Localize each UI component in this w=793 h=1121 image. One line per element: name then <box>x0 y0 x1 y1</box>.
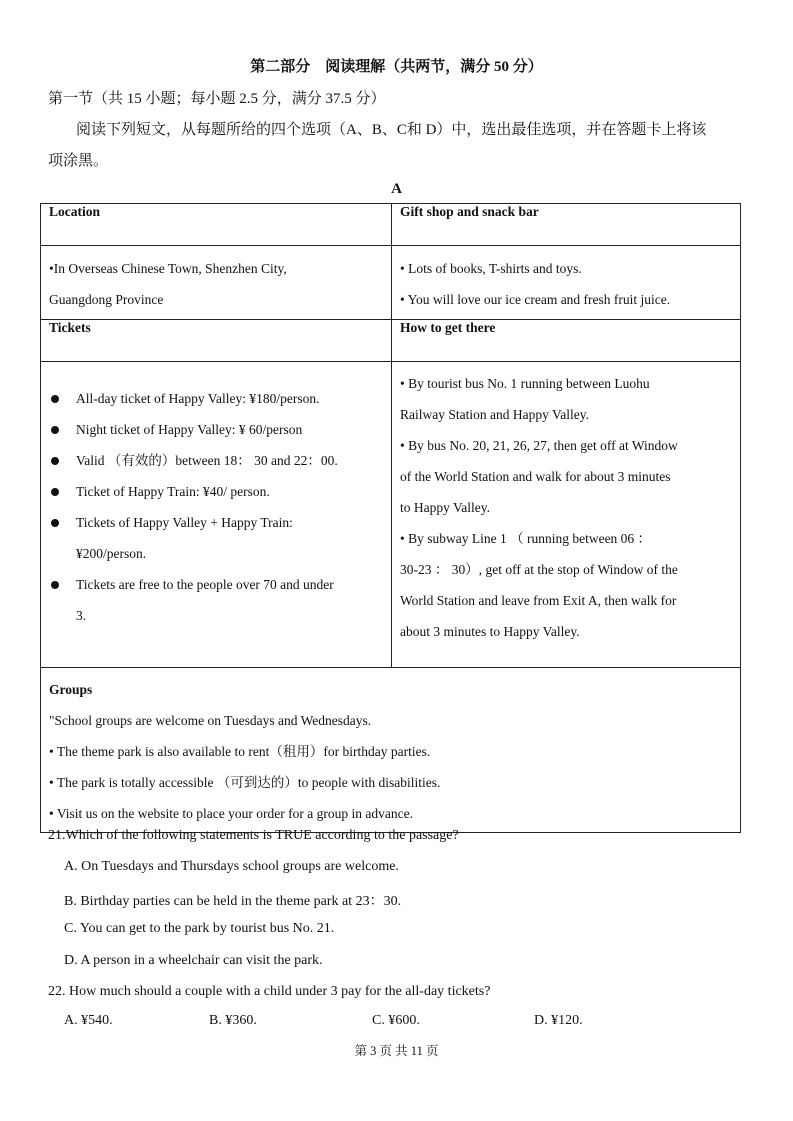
question-21-option-d: D. A person in a wheelchair can visit the park. <box>64 953 323 968</box>
ticket-item: Valid （有效的）between 18： 30 and 22：00. <box>49 445 383 476</box>
tickets-heading: Tickets <box>41 320 392 362</box>
ticket-item: Tickets of Happy Valley + Happy Train: <box>49 507 383 538</box>
question-22-options <box>64 1013 764 1035</box>
location-heading: Location <box>41 204 392 246</box>
question-22-option-d: D. ¥120. <box>534 1013 583 1028</box>
question-21-option-a: A. On Tuesdays and Thursdays school groups are welcome. <box>64 859 399 874</box>
gift-shop-cell <box>392 246 741 320</box>
section-title: 第二部分 阅读理解（共两节，满分 50 分） <box>250 59 543 75</box>
groups-line: • The park is totally accessible （可到达的）to people with disabilities. <box>49 775 441 790</box>
how-to-get-line: • By tourist bus No. 1 running between Luohu <box>400 376 650 391</box>
how-to-get-line: 30-23 ： 30）, get off at the stop of Window of the <box>400 562 678 577</box>
how-to-get-cell <box>392 362 741 668</box>
groups-line: • The theme park is also available to rent（租用）for birthday parties. <box>49 744 431 759</box>
gift-shop-line: • Lots of books, T-shirts and toys. <box>400 261 582 276</box>
gift-shop-heading: Gift shop and snack bar <box>392 204 741 246</box>
groups-line: • Visit us on the website to place your order for a group in advance. <box>49 806 413 821</box>
question-22-option-c: C. ¥600. <box>372 1013 420 1028</box>
page-footer: 第 3 页 共 11 页 <box>354 1044 439 1058</box>
question-21-option-c: C. You can get to the park by tourist bus No. 21. <box>64 921 335 936</box>
info-table <box>40 203 741 833</box>
location-line: Guangdong Province <box>49 292 164 307</box>
how-to-get-line: of the World Station and walk for about 3 minutes <box>400 469 671 484</box>
groups-heading: Groups <box>49 682 93 697</box>
how-to-get-line: • By bus No. 20, 21, 26, 27, then get off at Window <box>400 438 678 453</box>
groups-cell <box>41 668 741 833</box>
instruction-line-2: 项涂黑。 <box>48 153 109 169</box>
ticket-item-cont: 3. <box>76 608 87 623</box>
tickets-cell <box>41 362 392 668</box>
gift-shop-line: • You will love our ice cream and fresh fruit juice. <box>400 292 671 307</box>
ticket-item: Tickets are free to the people over 70 and under <box>49 569 383 600</box>
question-21-stem: 21.Which of the following statements is TRUE according to the passage? <box>48 828 459 843</box>
groups-line: "School groups are welcome on Tuesdays and Wednesdays. <box>49 713 372 728</box>
ticket-item: All-day ticket of Happy Valley: ¥180/person. <box>49 383 383 414</box>
part-line: 第一节（共 15 小题；每小题 2.5 分，满分 37.5 分） <box>48 91 386 107</box>
ticket-item: Night ticket of Happy Valley: ¥ 60/person <box>49 414 383 445</box>
location-cell <box>41 246 392 320</box>
question-22-option-b: B. ¥360. <box>209 1013 257 1028</box>
ticket-item: Ticket of Happy Train: ¥40/ person. <box>49 476 383 507</box>
question-22-stem: 22. How much should a couple with a child under 3 pay for the all-day tickets? <box>48 984 491 999</box>
question-21-option-b: B. Birthday parties can be held in the theme park at 23：30. <box>64 894 402 909</box>
how-to-get-line: • By subway Line 1 （ running between 06 ： <box>400 531 652 546</box>
how-to-get-line: Railway Station and Happy Valley. <box>400 407 589 422</box>
how-to-get-line: World Station and leave from Exit A, then walk for <box>400 593 677 608</box>
ticket-item-cont: ¥200/person. <box>76 546 147 561</box>
how-to-get-line: about 3 minutes to Happy Valley. <box>400 624 580 639</box>
how-to-get-line: to Happy Valley. <box>400 500 490 515</box>
location-line: •In Overseas Chinese Town, Shenzhen City, <box>49 261 287 276</box>
passage-label: A <box>391 181 402 197</box>
how-to-get-heading: How to get there <box>392 320 741 362</box>
question-22-option-a: A. ¥540. <box>64 1013 113 1028</box>
instruction-line-1: 阅读下列短文，从每题所给的四个选项（A、B、C和 D）中，选出最佳选项，并在答题卡上将该 <box>76 122 707 138</box>
